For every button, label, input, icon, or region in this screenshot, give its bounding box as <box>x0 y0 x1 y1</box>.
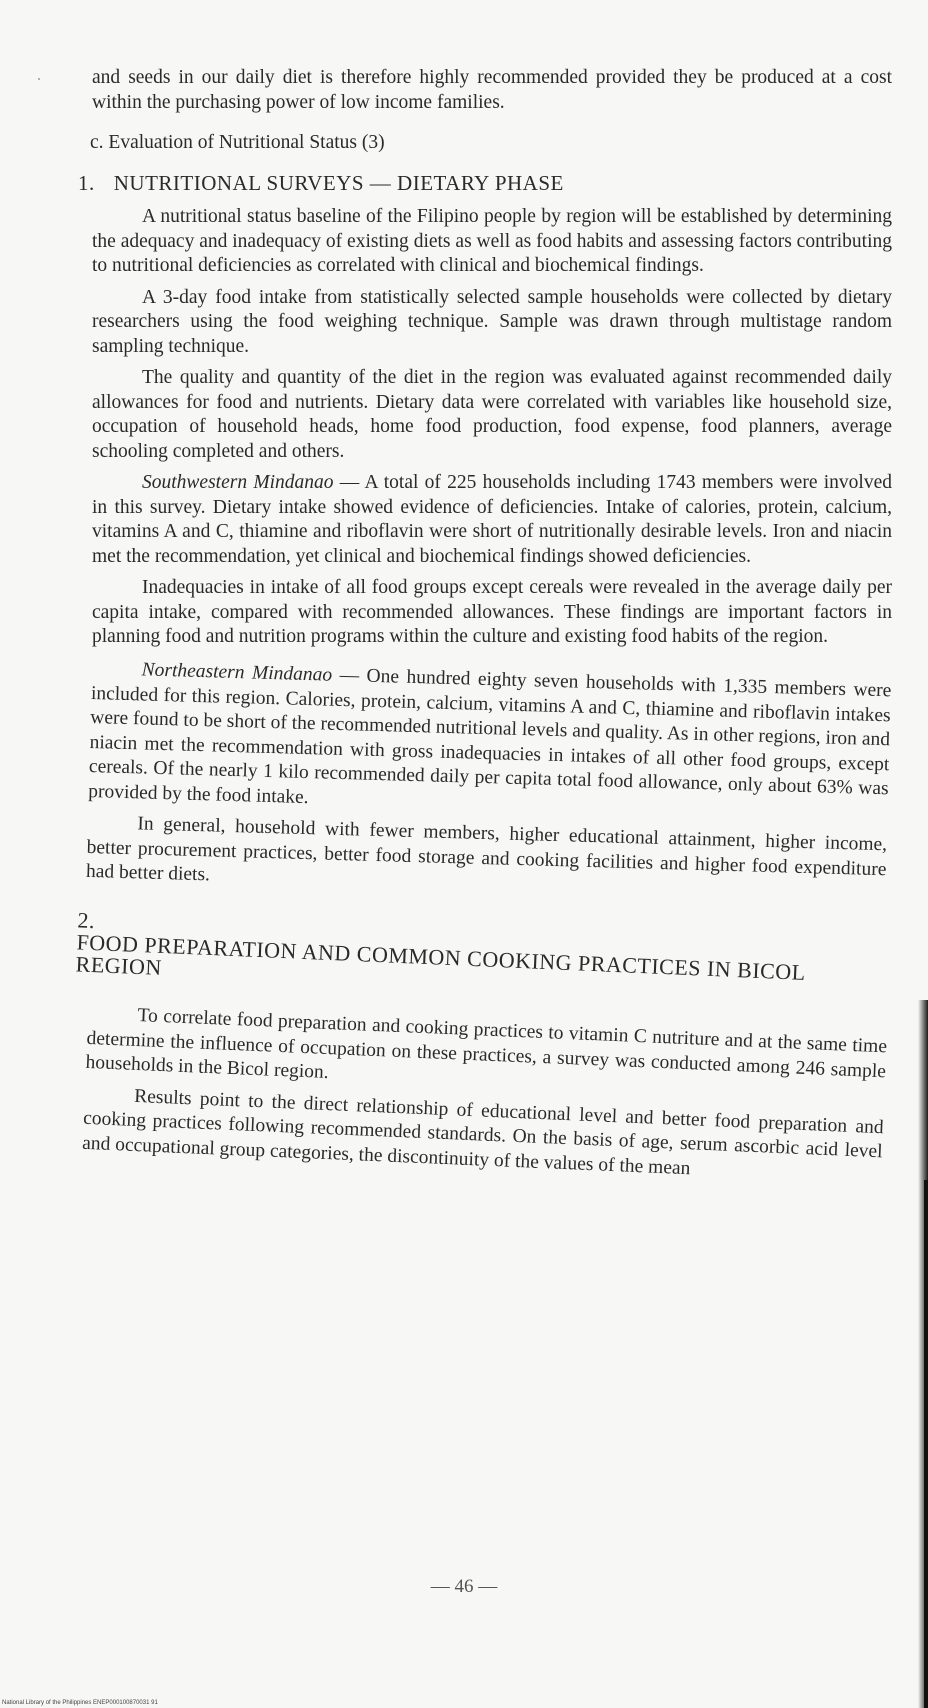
region-name: Northeastern Mindanao <box>141 658 333 686</box>
section-2-number: 2. <box>77 907 96 934</box>
tilted-block <box>86 657 892 907</box>
intro-paragraph: and seeds in our daily diet is therefore highly recommended provided they be produced at a cost within the purchasing power of low income families. <box>92 67 892 113</box>
section-1-heading <box>78 171 892 195</box>
region-text: — One hundred eighty seven households with 1,335 members were included for this region. Calories, protein, calcium, vitamins A and C, thiamine and riboflavin intakes were found to be short of the recommended nutritional levels and quality. As in other regions, iron and niacin met the recommendation with gross inadequacies in intakes of all other food groups, except cereals. Of the nearly 1 kilo recommended daily per capita total food allowance, only about 63% was provided by the food intake. <box>87 664 892 808</box>
tilted-block-2 <box>75 907 892 1189</box>
paragraph: To correlate food preparation and cooking practices to vitamin C nutriture and at the same time determine the influence of occupation on these practices, a survey was conducted among 246 sample households in the Bicol region. <box>85 1005 888 1084</box>
page-number: — 46 — <box>430 1576 498 1597</box>
paragraph: The quality and quantity of the diet in the region was evaluated against recommended daily allowances for food and nutrients. Dietary data were correlated with variables like household size, occupation of household heads, home food production, food expense, food planners, average schooling completed and others. <box>92 367 892 462</box>
region-text: — A total of 225 households including 1743 members were involved in this survey. Dietary intake showed evidence of deficiencies. Intake of calories, protein, calcium, vitamins A and C, thiamine and riboflavin were short of nutritionally desirable levels. Iron and niacin met the recommendation, yet clinical and biochemical findings showed deficiencies. <box>92 472 892 567</box>
paragraph: In general, household with fewer members, higher educational attainment, higher income, better procurement practices, better food storage and cooking facilities and higher food expenditure had better diets. <box>85 812 888 885</box>
paragraph-southwestern-mindanao <box>92 471 892 569</box>
region-name: Southwestern Mindanao <box>142 472 334 493</box>
page-edge-bar <box>924 1180 928 1708</box>
section-2-heading <box>75 909 891 1009</box>
speck-mark <box>38 78 40 80</box>
paragraph: Results point to the direct relationship of educational level and better food preparation and cooking practices following recommended standards. On the basis of age, serum ascorbic acid level and occupational group categories, the discontinuity of the values of the mean <box>81 1085 885 1179</box>
subsection-heading: c. Evaluation of Nutritional Status (3) <box>90 132 385 153</box>
paragraph-northeastern-mindanao <box>88 657 892 826</box>
section-2-title: FOOD PREPARATION AND COMMON COOKING PRACTICES IN BICOL REGION <box>75 929 806 985</box>
section-1-title: NUTRITIONAL SURVEYS — DIETARY PHASE <box>113 171 564 195</box>
paragraph: A nutritional status baseline of the Filipino people by region will be established by determining the adequacy and inadequacy of existing diets as well as food habits and assessing factors contributing to nutritional deficiencies as correlated with clinical and biochemical findings. <box>92 206 892 276</box>
section-1-number: 1. <box>78 171 95 195</box>
paragraph: Inadequacies in intake of all food groups except cereals were revealed in the average daily per capita intake, compared with recommended allowances. These findings are important factors in planning food and nutrition programs within the culture and existing food habits of the region. <box>92 577 892 647</box>
scan-footer: National Library of the Philippines ENEP000100870031 91 <box>2 1700 158 1706</box>
paragraph: A 3-day food intake from statistically selected sample households were collected by dietary researchers using the food weighing technique. Sample was drawn through multistage random sampling technique. <box>92 286 892 357</box>
text-column <box>75 66 892 1179</box>
